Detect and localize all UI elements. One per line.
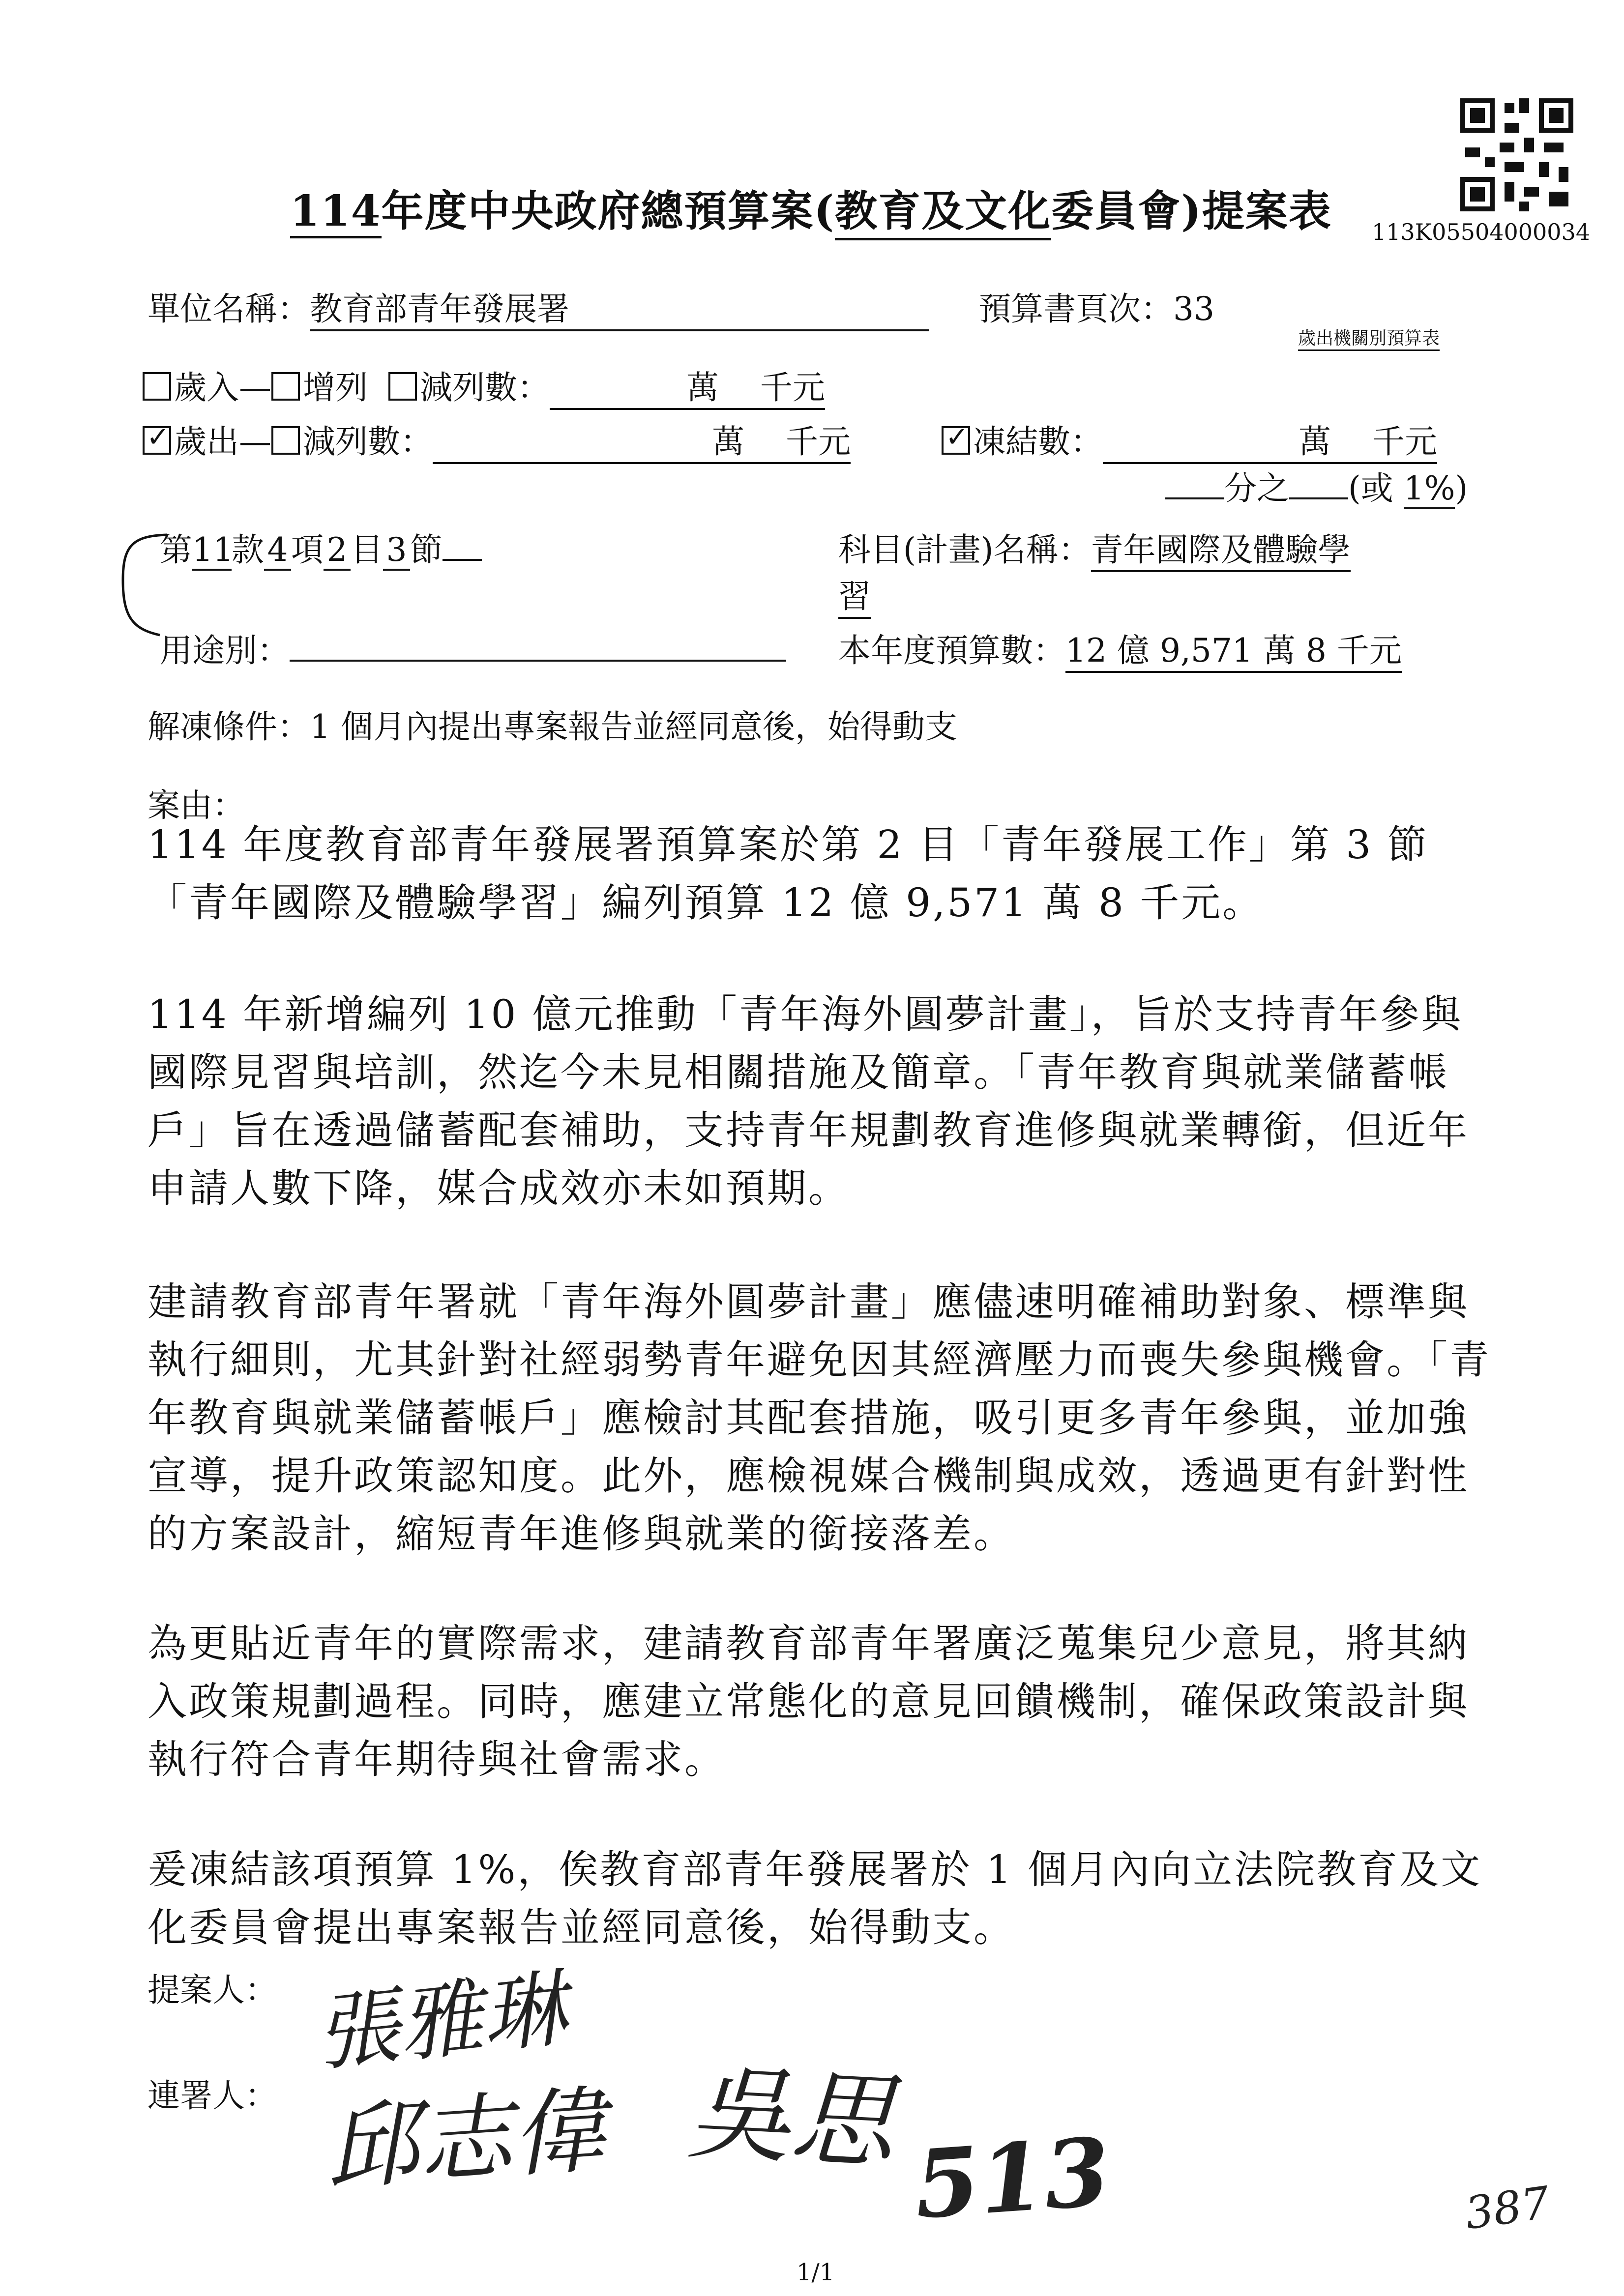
freeze-amount: 萬 千元 xyxy=(1103,415,1437,464)
freeze-row xyxy=(942,415,1437,464)
annual-budget-label: 本年度預算數： xyxy=(838,632,1065,669)
budget-type-note: 歲出機關別預算表 xyxy=(1298,324,1440,351)
title-part-a: 年度中央政府總預算案( xyxy=(381,186,835,236)
subject-label: 科目(計畫)名稱： xyxy=(838,531,1091,569)
reason-label: 案由： xyxy=(148,786,245,824)
subject-value-2: 習 xyxy=(838,570,871,619)
usage-label: 用途別： xyxy=(160,632,290,669)
cosigner-label: 連署人： xyxy=(148,2077,277,2115)
proposer-signature: 張雅琳 xyxy=(311,1960,571,2084)
usage-row xyxy=(160,624,786,671)
document-code: 113K05504000034 xyxy=(1372,219,1591,245)
usage-value xyxy=(290,660,786,662)
qr-code-icon xyxy=(1455,93,1578,216)
expenditure-row xyxy=(143,415,851,464)
reason-paragraph-2: 114 年新增編列 10 億元推動「青年海外圓夢計畫」，旨於支持青年參與國際見習與培訓，然迄今未見相關措施及簡章。「青年教育與就業儲蓄帳戶」旨在透過儲蓄配套補助，支持青年規劃教育進修與就業轉銜，但近年申請人數下降，媒合成效亦未如預期。 xyxy=(148,991,1469,1211)
freeze-checkbox[interactable] xyxy=(942,426,970,455)
unfreeze-row xyxy=(148,700,957,747)
unit-label: 單位名稱： xyxy=(148,290,310,328)
expenditure-amount: 萬 千元 xyxy=(433,415,851,464)
cosigner-signature-1: 邱志偉 xyxy=(322,2075,609,2204)
fraction-row: 分之 (或 1%) xyxy=(1165,462,1468,509)
revenue-checkbox[interactable] xyxy=(143,372,171,401)
revenue-row xyxy=(143,361,825,410)
unit-row xyxy=(148,283,929,331)
reason-paragraph-3: 建請教育部青年署就「青年海外圓夢計畫」應儘速明確補助對象、標準與執行細則，尤其針對社經弱勢青年避免因其經濟壓力而喪失參與機會。「青年教育與就業儲蓄帳戶」應檢討其配套措施，吸引更多青年參與，並加強宣導，提升政策認知度。此外，應檢視媒合機制與成效，透過更有針對性的方案設計，縮短青年進修與就業的銜接落差。 xyxy=(148,1279,1491,1557)
revenue-decrease-checkbox[interactable] xyxy=(388,372,417,401)
subject-row xyxy=(838,523,1351,572)
revenue-increase-label: 增列 xyxy=(303,369,368,407)
page-value: 33 xyxy=(1173,290,1214,328)
revenue-amount: 萬 千元 xyxy=(550,361,825,410)
expenditure-label: 歲出— xyxy=(174,423,271,461)
handwritten-page-number: 387 xyxy=(1462,2177,1553,2240)
unfreeze-label: 解凍條件： xyxy=(148,708,310,746)
reason-paragraph-4: 為更貼近青年的實際需求，建請教育部青年署廣泛蒐集兒少意見，將其納入政策規劃過程。同時，應建立常態化的意見回饋機制，確保政策設計與執行符合青年期待與社會需求。 xyxy=(148,1621,1469,1782)
reason-paragraph-1: 114 年度教育部青年發展署預算案於第 2 目「青年發展工作」第 3 節「青年國際及體驗學習」編列預算 12 億 9,571 萬 8 千元。 xyxy=(148,822,1429,926)
title-part-b: 委員會)提案表 xyxy=(1051,186,1332,236)
revenue-increase-checkbox[interactable] xyxy=(271,372,300,401)
freeze-label: 凍結數： xyxy=(973,423,1103,461)
freeze-percent: 1% xyxy=(1404,469,1455,509)
title-committee: 教育及文化 xyxy=(835,177,1051,240)
annual-budget-value: 12 億 9,571 萬 8 千元 xyxy=(1065,624,1402,673)
subject-value-1: 青年國際及體驗學 xyxy=(1091,523,1351,572)
page-ref xyxy=(978,283,1214,329)
expenditure-decrease-label: 減列數： xyxy=(303,423,433,461)
unit-value: 教育部青年發展署 xyxy=(310,283,929,331)
expenditure-checkbox[interactable] xyxy=(143,426,171,455)
revenue-decrease-label: 減列數： xyxy=(419,369,550,407)
budget-item-code: 第11款4項2目3節 xyxy=(160,523,482,571)
reason-paragraph-5: 爰凍結該項預算 1%，俟教育部青年發展署於 1 個月內向立法院教育及文化委員會提出專案報告並經同意後，始得動支。 xyxy=(148,1847,1482,1950)
unfreeze-value: 1 個月內提出專案報告並經同意後，始得動支 xyxy=(310,708,957,746)
page-title xyxy=(290,177,1332,240)
handwritten-number: 513 xyxy=(911,2117,1113,2240)
proposer-label: 提案人： xyxy=(148,1971,277,2009)
revenue-label: 歲入— xyxy=(174,369,271,407)
page-label: 預算書頁次： xyxy=(978,290,1173,328)
annual-budget-row xyxy=(838,624,1402,673)
cosigner-signature-2: 吳思 xyxy=(684,2052,898,2183)
expenditure-decrease-checkbox[interactable] xyxy=(271,426,300,455)
title-year: 114 xyxy=(290,186,382,238)
page-number: 1/1 xyxy=(797,2259,835,2286)
